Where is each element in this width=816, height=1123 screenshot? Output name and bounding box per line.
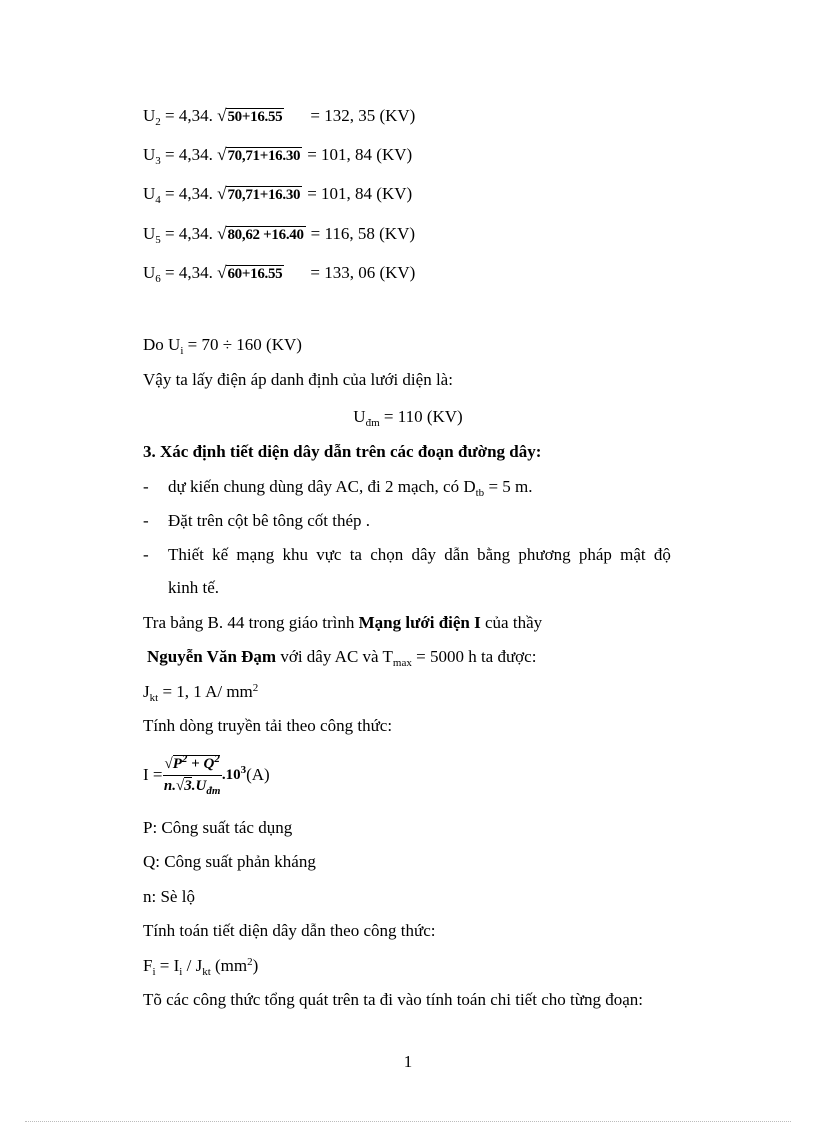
formula-lhs: I = bbox=[143, 765, 163, 784]
symbol: U bbox=[143, 224, 156, 243]
formula-term: 3 bbox=[184, 777, 192, 794]
closing-text: Tõ các công thức tổng quát trên ta đi vào tính toán chi tiết cho từng đoạn: bbox=[143, 990, 643, 1009]
symbol: U bbox=[143, 106, 156, 125]
bullet-continuation: kinh tế. bbox=[168, 578, 219, 597]
formula-term: .10 bbox=[221, 766, 241, 783]
subscript: đm bbox=[365, 417, 380, 429]
subscript: 6 bbox=[155, 273, 161, 285]
formula-unit: (A) bbox=[246, 765, 270, 784]
coefficient: = 4,34. bbox=[160, 184, 218, 203]
author-name: Nguyễn Văn Đạm bbox=[147, 647, 277, 666]
bullet-text bbox=[168, 477, 533, 497]
result: = 116, 58 (KV) bbox=[310, 224, 416, 243]
lookup-line-1 bbox=[143, 613, 542, 633]
formula-term: P bbox=[172, 755, 182, 772]
formula-term: = I bbox=[155, 956, 180, 975]
bullet-dash: - bbox=[143, 477, 149, 496]
voltage-line-u5 bbox=[143, 224, 415, 244]
symbol: J bbox=[143, 682, 150, 701]
voltage-line-u4 bbox=[143, 184, 412, 204]
subscript: i bbox=[152, 966, 156, 978]
bullet-text: Thiết kế mạng khu vực ta chọn dây dẫn bằng phương pháp mật độ bbox=[168, 545, 671, 564]
bullet-text-part: = 5 m. bbox=[484, 477, 533, 496]
formula-multiplier bbox=[221, 763, 247, 784]
book-title: Mạng lưới điện I bbox=[358, 613, 481, 632]
coefficient: = 4,34. bbox=[160, 263, 218, 282]
symbol: U bbox=[143, 184, 156, 203]
subscript: max bbox=[392, 657, 412, 669]
result: = 133, 06 (KV) bbox=[310, 263, 416, 282]
subscript: i bbox=[180, 345, 184, 357]
superscript: 2 bbox=[214, 752, 220, 765]
superscript: 2 bbox=[181, 752, 188, 765]
subscript: đm bbox=[206, 784, 221, 797]
section-formula bbox=[143, 956, 258, 976]
voltage-range bbox=[143, 335, 302, 355]
rated-voltage bbox=[0, 407, 816, 427]
formula-term: n. bbox=[163, 777, 176, 794]
footer-dotted-rule bbox=[25, 1121, 791, 1122]
radicand: 50+16.55 bbox=[227, 109, 283, 125]
superscript: 3 bbox=[240, 763, 247, 776]
lookup-text: của thầy bbox=[480, 613, 543, 632]
formula-unit: (mm bbox=[210, 956, 248, 975]
voltage-line-u2 bbox=[143, 106, 415, 126]
lookup-value: = 5000 h ta được: bbox=[411, 647, 537, 666]
sqrt-expression: √50+16.55 bbox=[217, 106, 283, 125]
sqrt-expression: √80,62 +16.40 bbox=[217, 224, 304, 243]
sqrt-expression: √70,71+16.30 bbox=[217, 145, 301, 164]
voltage-line-u6 bbox=[143, 263, 415, 283]
radicand: 70,71+16.30 bbox=[227, 148, 301, 164]
bullet-dash: - bbox=[143, 511, 149, 530]
fraction bbox=[163, 752, 222, 797]
current-formula bbox=[143, 750, 270, 800]
formula-term: Q bbox=[203, 755, 215, 772]
sqrt-expression: √60+16.55 bbox=[217, 263, 283, 282]
sqrt-expression: √70,71+16.30 bbox=[217, 184, 301, 203]
subscript: 3 bbox=[155, 155, 161, 167]
section-intro: Tính toán tiết diện dây dẫn theo công thức: bbox=[143, 921, 436, 940]
subscript: kt bbox=[202, 966, 211, 978]
result: = 101, 84 (KV) bbox=[307, 184, 413, 203]
rated-value: = 110 (KV) bbox=[379, 407, 463, 426]
definition-q: Q: Công suất phản kháng bbox=[143, 852, 316, 871]
lookup-line-2 bbox=[147, 647, 536, 667]
result: = 101, 84 (KV) bbox=[307, 145, 413, 164]
bullet-text: Đặt trên cột bê tông cốt thép . bbox=[168, 511, 371, 530]
fraction-numerator: $√P^2 + Q^2$ bbox=[163, 756, 222, 776]
jkt-value bbox=[143, 682, 258, 702]
formula-operator: + bbox=[187, 755, 204, 772]
bullet-dash: - bbox=[143, 545, 149, 564]
subscript: 2 bbox=[155, 116, 161, 128]
radicand: 70,71+16.30 bbox=[227, 187, 301, 203]
coefficient: = 4,34. bbox=[160, 145, 218, 164]
bullet-text-part: dự kiến chung dùng dây AC, đi 2 mạch, có D bbox=[168, 477, 476, 496]
symbol: U bbox=[143, 145, 156, 164]
subscript: 5 bbox=[155, 234, 161, 246]
lookup-text: với dây AC và T bbox=[276, 647, 393, 666]
result: = 132, 35 (KV) bbox=[310, 106, 416, 125]
page-number: 1 bbox=[403, 1052, 413, 1071]
current-intro: Tính dòng truyền tải theo công thức: bbox=[143, 716, 393, 735]
coefficient: = 4,34. bbox=[160, 106, 218, 125]
subscript: i bbox=[179, 966, 183, 978]
definition-p: P: Công suất tác dụng bbox=[143, 818, 293, 837]
symbol: F bbox=[143, 956, 153, 975]
radicand: 80,62 +16.40 bbox=[227, 227, 304, 243]
superscript: 2 bbox=[252, 682, 259, 694]
fraction-denominator: $n.√3.U_{đm}$ bbox=[163, 777, 221, 797]
range-prefix: Do U bbox=[143, 335, 181, 354]
radicand: 60+16.55 bbox=[227, 266, 283, 282]
voltage-line-u3 bbox=[143, 145, 412, 165]
conclusion-text: Vậy ta lấy điện áp danh định của lưới diện là: bbox=[143, 370, 453, 389]
superscript: 2 bbox=[247, 956, 253, 968]
definition-n: n: Sè lộ bbox=[143, 887, 195, 906]
subscript: 4 bbox=[155, 194, 161, 206]
symbol: U bbox=[143, 263, 156, 282]
symbol: U bbox=[353, 407, 366, 426]
subscript: tb bbox=[475, 487, 485, 499]
coefficient: = 4,34. bbox=[160, 224, 218, 243]
jkt-number: = 1, 1 A/ mm bbox=[158, 682, 253, 701]
formula-unit: ) bbox=[252, 956, 259, 975]
section-heading: 3. Xác định tiết diện dây dẫn trên các đoạn đường dây: bbox=[143, 442, 542, 461]
formula-term: / J bbox=[182, 956, 203, 975]
formula-term: .U bbox=[191, 777, 207, 794]
range-value: = 70 ÷ 160 (KV) bbox=[183, 335, 302, 354]
lookup-text: Tra bảng B. 44 trong giáo trình bbox=[143, 613, 359, 632]
subscript: kt bbox=[149, 692, 159, 704]
